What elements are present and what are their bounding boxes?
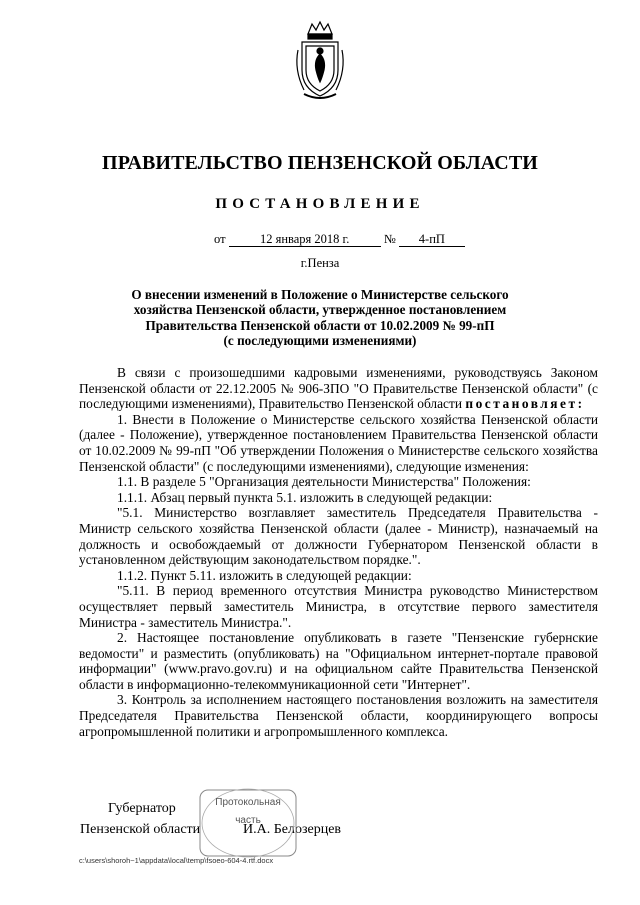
body-paragraph [79, 365, 598, 412]
body-paragraph: 1.1.2. Пункт 5.11. изложить в следующей редакции: [117, 567, 412, 583]
signatory-name: И.А. Белозерцев [243, 822, 342, 837]
resolution-keyword: постановляет: [465, 396, 585, 412]
signatory-region: Пензенской области [80, 822, 201, 837]
file-path: c:\users\shoroh~1\appdata\local\temp\fsoeo-604-4.rtf.docx [79, 856, 274, 865]
date-number-line [214, 232, 465, 247]
body-paragraph: 1.1.1. Абзац первый пункта 5.1. изложить в следующей редакции: [117, 489, 493, 505]
government-title: ПРАВИТЕЛЬСТВО ПЕНЗЕНСКОЙ ОБЛАСТИ [102, 152, 538, 174]
city: г.Пенза [300, 256, 340, 270]
subject-line: Правительства Пензенской области от 10.02.2009 № 99-пП [145, 317, 495, 333]
document-date: 12 января 2018 г. [229, 232, 381, 247]
date-prefix: от [214, 232, 226, 246]
stamp-line: часть [235, 815, 261, 826]
body-paragraph: "5.1. Министерство возглавляет заместитель Председателя Правительства - Министр сельского хозяйства Пензенской области (далее - Министр), назначаемый на должность и освобождаемый от должности Губернатором Пензенской области в установленном действующим законодательством порядке.". [79, 505, 598, 568]
signatory-title: Губернатор [108, 801, 176, 816]
subject-line: хозяйства Пензенской области, утвержденное постановлением [133, 302, 507, 318]
document-type: ПОСТАНОВЛЕНИЕ [215, 196, 425, 212]
document-body [79, 365, 598, 739]
subject-line: (с последующими изменениями) [223, 333, 417, 349]
coat-of-arms-icon [290, 20, 350, 102]
number-prefix: № [383, 232, 396, 246]
body-paragraph: 1. Внести в Положение о Министерстве сельского хозяйства Пензенской области (далее - Положение), утвержденное постановлением Правительства Пензенской области от 10.02.2009 № 99-пП "Об утверждении Положения о Министерстве сельского хозяйства Пензенской области" (с последующими изменениями), следующие изменения: [79, 411, 598, 474]
stamp-text [196, 794, 300, 830]
body-paragraph: 2. Настоящее постановление опубликовать в газете "Пензенские губернские ведомости" и разместить (опубликовать) на "Официальном интернет-портале правовой информации" (www.pravo.gov.ru) и на официальном сайте Правительства Пензенской области в информационно-телекоммуникационной сети "Интернет". [79, 630, 598, 692]
document-number: 4-пП [399, 232, 465, 247]
body-paragraph: 3. Контроль за исполнением настоящего постановления возложить на заместителя Председателя Правительства Пензенской области, координирующего вопросы агропромышленной политики и агропромышленного комплекса. [79, 692, 598, 739]
body-paragraph: "5.11. В период временного отсутствия Министра руководство Министерством осуществляет первый заместитель Министра, в отсутствие первого заместителя Министра - заместитель Министра.". [79, 583, 598, 630]
stamp-line: Протокольная [215, 797, 281, 808]
subject-line: О внесении изменений в Положение о Министерстве сельского [131, 287, 509, 302]
paragraph-text: В связи с произошедшими кадровыми изменениями, руководствуясь Законом Пензенской области от 22.12.2005 № 906-ЗПО "О Правительстве Пензенской области" (с последующими изменениями), Правительство Пензенской области [79, 365, 598, 412]
body-paragraph: 1.1. В разделе 5 "Организация деятельности Министерства" Положения: [117, 474, 531, 490]
document-subject [100, 287, 540, 349]
